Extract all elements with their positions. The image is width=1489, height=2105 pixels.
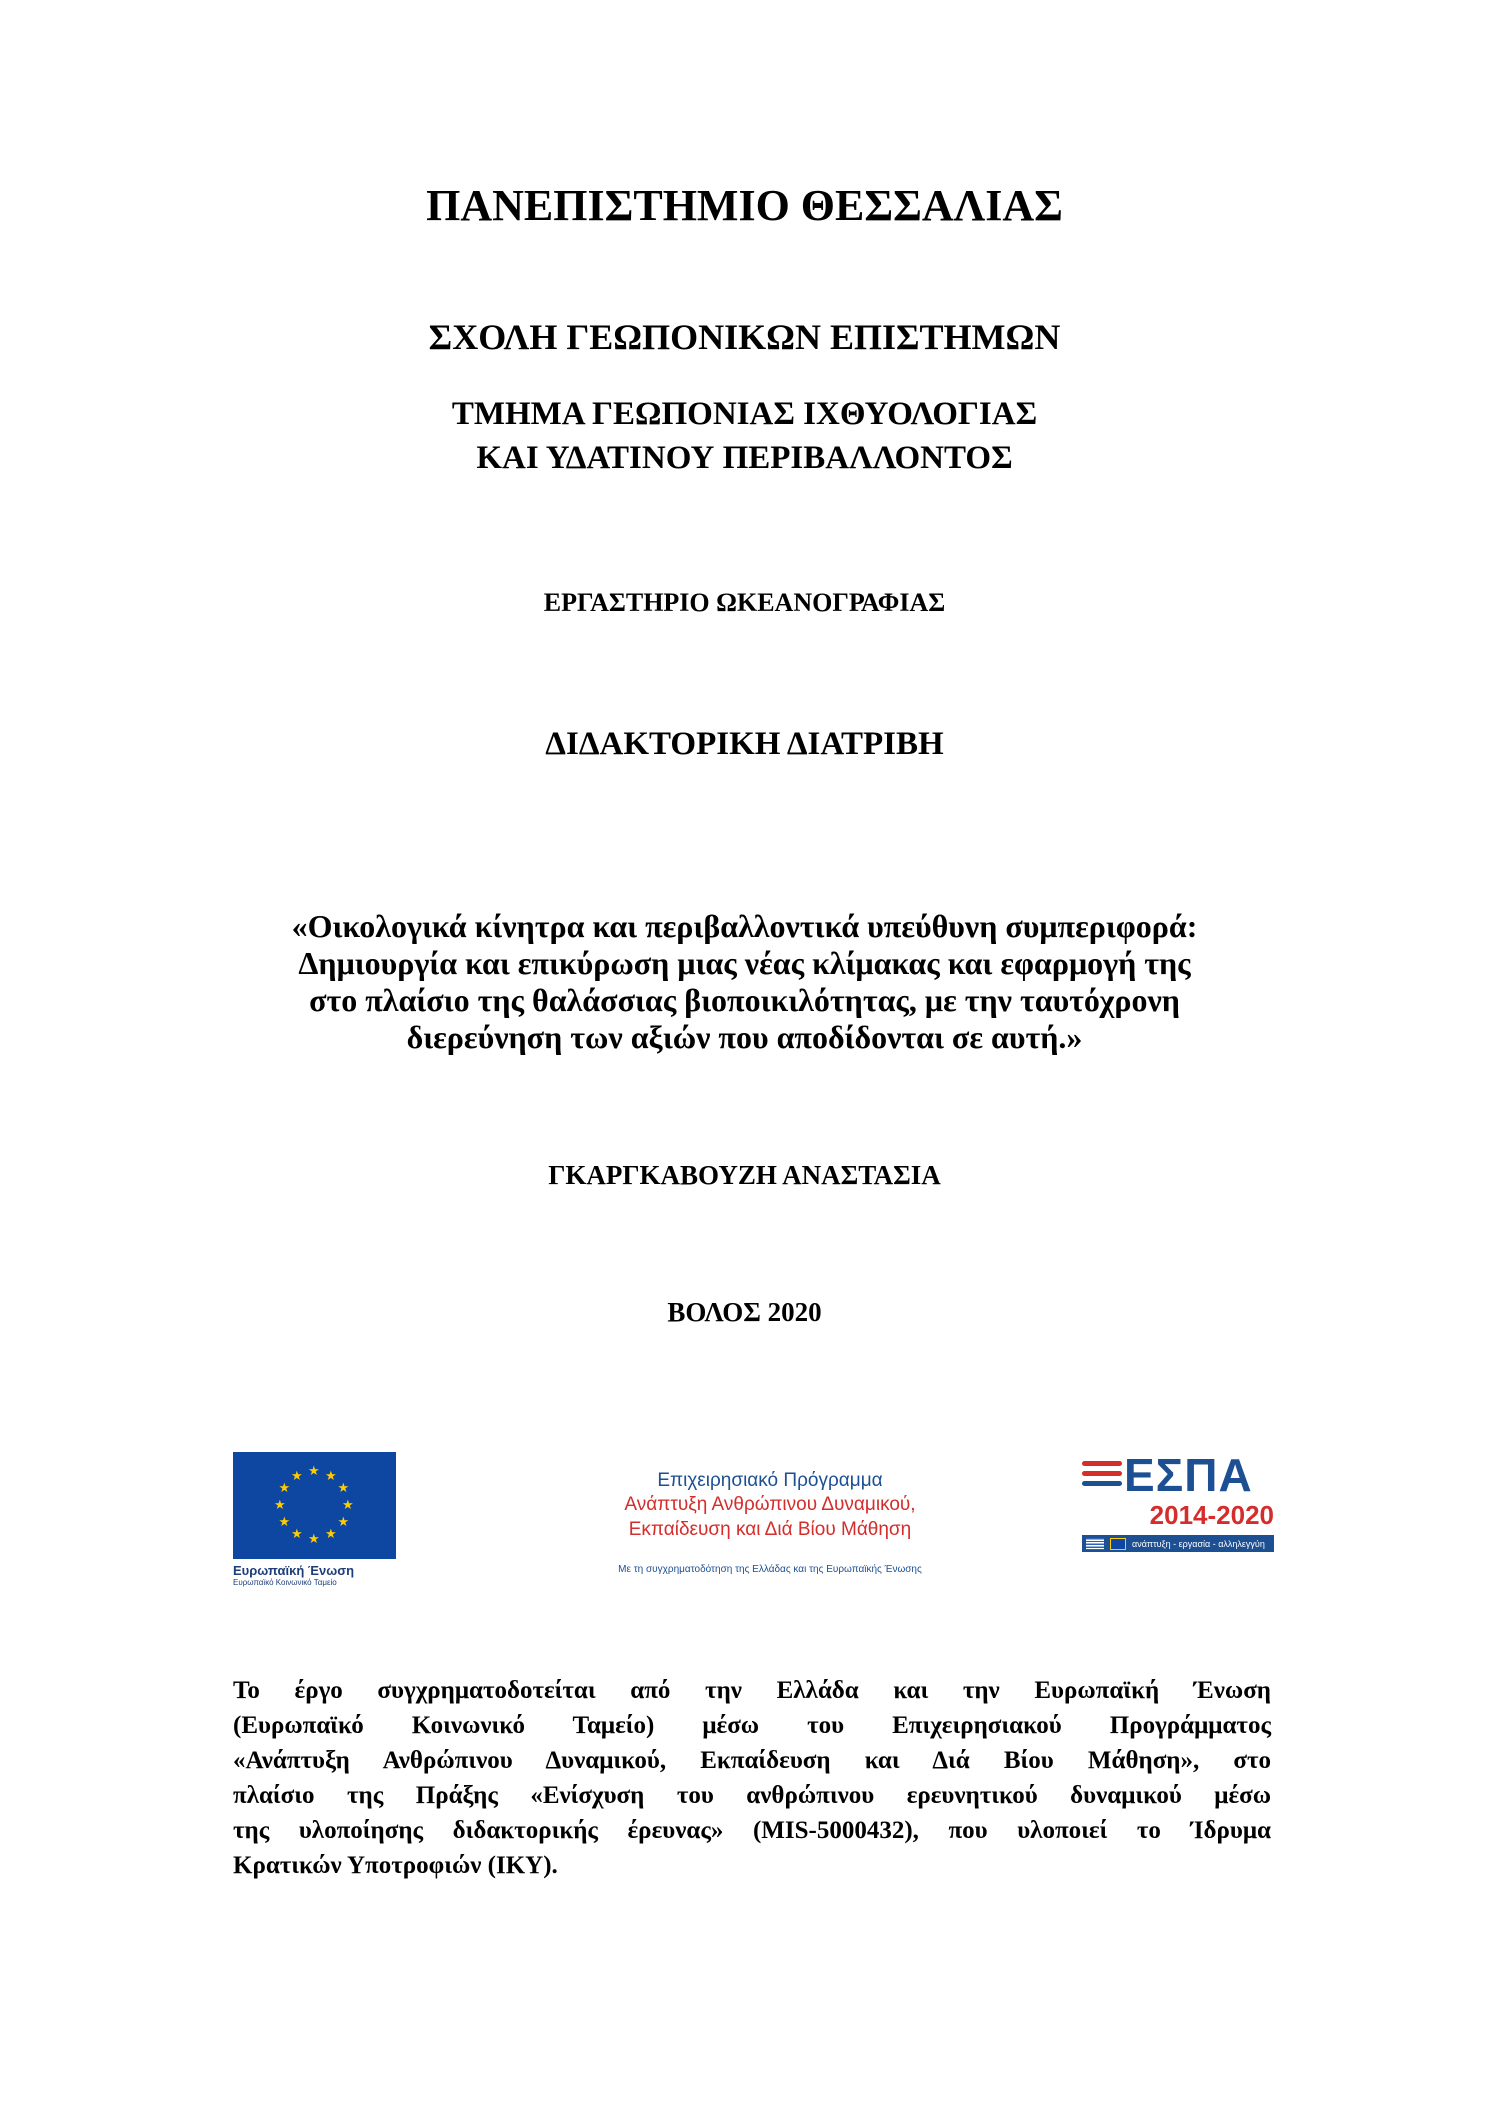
eu-mini-flag-icon (1110, 1538, 1126, 1550)
funding-line: Το έργο συγχρηματοδοτείται από την Ελλάδα και την Ευρωπαϊκή Ένωση (233, 1677, 1271, 1704)
funding-line: (Ευρωπαϊκό Κοινωνικό Ταμείο) μέσω του Επιχειρησιακού Προγράμματος (233, 1712, 1271, 1739)
programme-line-2: Ανάπτυξη Ανθρώπινου Δυναμικού, (624, 1494, 916, 1515)
greek-flag-icon (1086, 1538, 1104, 1550)
funding-line: «Ανάπτυξη Ανθρώπινου Δυναμικού, Εκπαίδευση και Διά Βίου Μάθηση», στο (233, 1747, 1271, 1774)
funding-logos (0, 1449, 1489, 1602)
eu-star-icon: ★ (308, 1532, 320, 1547)
eu-star-icon: ★ (278, 1515, 291, 1530)
espa-waves-icon (1082, 1455, 1124, 1495)
eu-star-icon: ★ (278, 1481, 291, 1496)
thesis-title (0, 908, 1489, 1056)
department-line: ΚΑΙ ΥΔΑΤΙΝΟΥ ΠΕΡΙΒΑΛΛΟΝΤΟΣ (476, 440, 1013, 476)
author-name: ΓΚΑΡΓΚΑΒΟΥΖΗ ΑΝΑΣΤΑΣΙΑ (548, 1160, 941, 1190)
eu-star-icon: ★ (325, 1468, 337, 1484)
school-name: ΣΧΟΛΗ ΓΕΩΠΟΝΙΚΩΝ ΕΠΙΣΤΗΜΩΝ (428, 317, 1061, 357)
thesis-title-line: διερεύνηση των αξιών που αποδίδονται σε αυτή.» (406, 1019, 1083, 1055)
eu-star-icon: ★ (274, 1498, 286, 1513)
thesis-title-line: στο πλαίσιο της θαλάσσιας βιοποικιλότητας, με την ταυτόχρονη (309, 982, 1180, 1018)
eu-logo-subtitle: Ευρωπαϊκό Κοινωνικό Ταμείο (233, 1578, 337, 1587)
espa-tagline-bar (1082, 1535, 1274, 1552)
espa-logo (1082, 1449, 1274, 1552)
university-name: ΠΑΝΕΠΙΣΤΗΜΙΟ ΘΕΣΣΑΛΙΑΣ (426, 181, 1063, 230)
funding-line: πλαίσιο της Πράξης «Ενίσχυση του ανθρώπινου ερευνητικού δυναμικού μέσω (233, 1782, 1271, 1809)
thesis-title-line: Δημιουργία και επικύρωση μιας νέας κλίμακας και εφαρμογή της (298, 945, 1191, 981)
programme-line-1: Επιχειρησιακό Πρόγραμμα (657, 1470, 883, 1491)
eu-star-icon: ★ (337, 1481, 350, 1496)
eu-star-icon: ★ (342, 1498, 354, 1513)
eu-star-icon: ★ (291, 1468, 303, 1484)
programme-line-3: Εκπαίδευση και Διά Βίου Μάθηση (628, 1519, 912, 1540)
thesis-title-line: «Οικολογικά κίνητρα και περιβαλλοντικά υπεύθυνη συμπεριφορά: (291, 908, 1198, 944)
document-type: ΔΙΔΑΚΤΟΡΙΚΗ ΔΙΑΤΡΙΒΗ (545, 726, 944, 762)
eu-logo (233, 1452, 396, 1587)
department-line: ΤΜΗΜΑ ΓΕΩΠΟΝΙΑΣ ΙΧΘΥΟΛΟΓΙΑΣ (451, 396, 1038, 432)
funding-line: της υλοποίησης διδακτορικής έρευνας» (MIS-5000432), που υλοποιεί το Ίδρυμα (233, 1817, 1271, 1844)
espa-tagline: ανάπτυξη - εργασία - αλληλεγγύη (1132, 1538, 1265, 1549)
programme-logo (520, 1470, 1020, 1575)
funding-statement (233, 1673, 1271, 1883)
eu-logo-name: Ευρωπαϊκή Ένωση (233, 1563, 355, 1578)
espa-name: ΕΣΠΑ (1124, 1449, 1253, 1501)
laboratory-name: ΕΡΓΑΣΤΗΡΙΟ ΩΚΕΑΝΟΓΡΑΦΙΑΣ (543, 588, 946, 617)
place-year: ΒΟΛΟΣ 2020 (667, 1297, 822, 1327)
funding-line: Κρατικών Υποτροφιών (ΙΚΥ). (233, 1852, 558, 1879)
eu-flag-icon (233, 1452, 396, 1559)
eu-star-icon: ★ (291, 1527, 303, 1543)
programme-cofunding: Με τη συγχρηματοδότηση της Ελλάδας και της Ευρωπαϊκής Ένωσης (618, 1564, 922, 1575)
eu-star-icon: ★ (325, 1527, 337, 1543)
department-name (0, 392, 1489, 480)
eu-star-icon: ★ (308, 1464, 320, 1479)
eu-star-icon: ★ (337, 1515, 350, 1530)
espa-years: 2014-2020 (1149, 1500, 1274, 1530)
